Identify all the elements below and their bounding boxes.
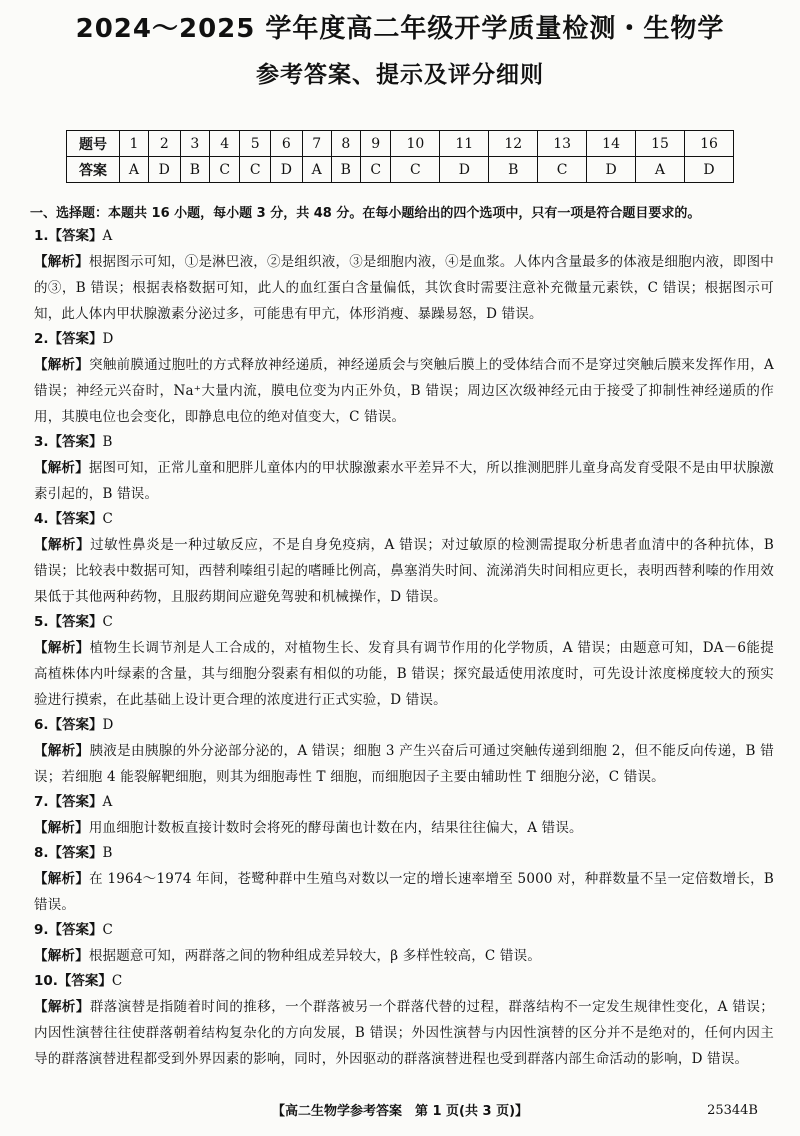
answer-value: C (102, 922, 113, 938)
answer-cell: B (331, 157, 360, 183)
analysis-label: 【解析】 (34, 357, 90, 373)
answer-cell: D (440, 157, 489, 183)
answer-cell: A (302, 157, 331, 183)
analysis-text: 据图可知，正常儿童和肥胖儿童体内的甲状腺激素水平差异不大，所以推测肥胖儿童身高发育受限不是由甲状腺激素引起的，B 错误。 (34, 460, 774, 502)
question-number-cell: 7 (302, 131, 331, 157)
answer-cell: C (210, 157, 240, 183)
question-number: 6. (34, 717, 49, 733)
question-item (34, 918, 774, 969)
page-footer: 【高二生物学参考答案 第 1 页(共 3 页)】 (271, 1104, 529, 1119)
answer-cell: B (489, 157, 538, 183)
question-item (34, 430, 774, 507)
analysis-label: 【解析】 (34, 871, 90, 887)
answer-value: D (102, 331, 114, 347)
analysis-label: 【解析】 (34, 254, 89, 270)
question-number-cell: 9 (360, 131, 390, 157)
question-number-cell: 2 (148, 131, 180, 157)
question-number-cell: 14 (587, 131, 636, 157)
question-item (34, 969, 774, 1072)
question-item (34, 610, 774, 713)
question-number-cell: 16 (684, 131, 733, 157)
page-title: 2024～2025 学年度高二年级开学质量检测・生物学 (75, 14, 725, 44)
answer-label: 【答案】 (48, 717, 103, 733)
analysis-text: 过敏性鼻炎是一种过敏反应，不是自身免疫病，A 错误；对过敏原的检测需提取分析患者血清中的各种抗体，B 错误；比较表中数据可知，西替利嗪组引起的嗜睡比例高，鼻塞消失时间、流涕消失时间相应更长，表明西替利嗪的作用效果低于其他两种药物，且服药期间应避免驾驶和机械操作，D 错误。 (34, 537, 774, 605)
analysis-text: 在 1964～1974 年间，苍鹭种群中生殖鸟对数以一定的增长速率增至 5000 对，种群数量不呈一定倍数增长，B 错误。 (34, 871, 774, 913)
answer-label: 【答案】 (48, 511, 103, 527)
question-item (34, 790, 774, 841)
analysis-text: 植物生长调节剂是人工合成的，对植物生长、发育具有调节作用的化学物质，A 错误；由题意可知，DA－6能提高植株体内叶绿素的含量，其与细胞分裂素有相似的功能，B 错误；探究最适使用浓度时，可先设计浓度梯度较大的预实验进行摸索，在此基础上设计更合理的浓度进行正式实验，D 错误。 (34, 640, 774, 708)
answer-cell: A (636, 157, 685, 183)
question-item (34, 507, 774, 610)
answer-cell: D (684, 157, 733, 183)
analysis-label: 【解析】 (34, 537, 91, 553)
answer-value: A (102, 228, 113, 244)
question-number: 2. (34, 331, 49, 347)
answer-cell: C (391, 157, 440, 183)
answer-cell: D (148, 157, 180, 183)
page-subtitle: 参考答案、提示及评分细则 (256, 62, 544, 88)
answer-cell: A (120, 157, 149, 183)
answer-table (66, 130, 734, 183)
question-number: 5. (34, 614, 49, 630)
question-number-cell: 5 (240, 131, 270, 157)
question-number: 4. (34, 511, 49, 527)
answer-value: B (102, 845, 113, 861)
question-number-cell: 13 (538, 131, 587, 157)
answer-cell: B (180, 157, 209, 183)
analysis-text: 群落演替是指随着时间的推移，一个群落被另一个群落代替的过程，群落结构不一定发生规律性变化，A 错误；内因性演替往往使群落朝着结构复杂化的方向发展，B 错误；外因性演替与内因性演替的区分并不是绝对的，任何内因主导的群落演替进程都受到外界因素的影响，同时，外因驱动的群落演替进程也受到群落内部生命活动的影响，D 错误。 (34, 999, 774, 1067)
row-label-answer: 答案 (67, 157, 120, 183)
answer-label: 【答案】 (48, 331, 103, 347)
answer-value: C (102, 614, 113, 630)
answer-value: D (102, 717, 114, 733)
question-number-cell: 8 (331, 131, 360, 157)
question-item (34, 713, 774, 790)
answer-explanations (34, 224, 774, 1072)
analysis-text: 根据题意可知，两群落之间的物种组成差异较大，β 多样性较高，C 错误。 (88, 948, 542, 964)
answer-label: 【答案】 (48, 228, 103, 244)
question-number: 1. (34, 228, 49, 244)
analysis-label: 【解析】 (34, 820, 89, 836)
answer-value: A (102, 794, 113, 810)
question-number-cell: 4 (210, 131, 240, 157)
question-number-cell: 11 (440, 131, 489, 157)
question-number: 3. (34, 434, 49, 450)
answer-label: 【答案】 (57, 973, 112, 989)
analysis-text: 用血细胞计数板直接计数时会将死的酵母菌也计数在内，结果往往偏大，A 错误。 (88, 820, 583, 836)
row-label-number: 题号 (67, 131, 120, 157)
question-number-cell: 3 (180, 131, 209, 157)
question-item (34, 327, 774, 430)
question-number-cell: 15 (636, 131, 685, 157)
answer-label: 【答案】 (48, 614, 103, 630)
analysis-text: 根据图示可知，①是淋巴液，②是组织液，③是细胞内液，④是血浆。人体内含量最多的体液是细胞内液，即图中的③，B 错误；根据表格数据可知，此人的血红蛋白含量偏低，其饮食时需要注意补充微量元素铁，C 错误；根据图示可知，此人体内甲状腺激素分泌过多，可能患有甲亢，体形消瘦、暴躁易怒，D 错误。 (34, 254, 774, 322)
question-number: 7. (34, 794, 49, 810)
analysis-label: 【解析】 (34, 743, 90, 759)
analysis-text: 胰液是由胰腺的外分泌部分泌的，A 错误；细胞 3 产生兴奋后可通过突触传递到细胞 2，但不能反向传递，B 错误；若细胞 4 能裂解靶细胞，则其为细胞毒性 T 细胞，而细胞因子主要由辅助性 T 细胞分泌，C 错误。 (34, 743, 774, 785)
answer-label: 【答案】 (48, 922, 103, 938)
question-number-cell: 1 (120, 131, 149, 157)
analysis-label: 【解析】 (34, 999, 90, 1015)
question-item (34, 224, 774, 327)
answer-table-number-row (67, 131, 734, 157)
question-number-cell: 6 (270, 131, 302, 157)
answer-cell: C (360, 157, 390, 183)
question-number: 9. (34, 922, 49, 938)
document-code: 25344B (707, 1103, 758, 1118)
answer-cell: C (538, 157, 587, 183)
answer-table-answer-row (67, 157, 734, 183)
question-number-cell: 12 (489, 131, 538, 157)
answer-cell: D (587, 157, 636, 183)
question-item (34, 841, 774, 918)
answer-label: 【答案】 (48, 434, 103, 450)
question-number: 10. (34, 973, 58, 989)
answer-label: 【答案】 (48, 845, 103, 861)
analysis-text: 突触前膜通过胞吐的方式释放神经递质，神经递质会与突触后膜上的受体结合而不是穿过突触后膜来发挥作用，A 错误；神经元兴奋时，Na⁺大量内流，膜电位变为内正外负，B 错误；周边区次级神经元由于接受了抑制性神经递质的作用，其膜电位也会变化，即静息电位的绝对值变大，C 错误。 (34, 357, 774, 425)
analysis-label: 【解析】 (34, 640, 90, 656)
answer-cell: C (240, 157, 270, 183)
analysis-label: 【解析】 (34, 948, 89, 964)
answer-label: 【答案】 (48, 794, 103, 810)
answer-value: C (111, 973, 123, 989)
question-number-cell: 10 (391, 131, 440, 157)
answer-value: B (102, 434, 113, 450)
section-title: 一、选择题：本题共 16 小题，每小题 3 分，共 48 分。在每小题给出的四个选项中，只有一项是符合题目要求的。 (30, 206, 701, 221)
answer-value: C (102, 511, 113, 527)
answer-cell: D (270, 157, 302, 183)
question-number: 8. (34, 845, 49, 861)
analysis-label: 【解析】 (34, 460, 89, 476)
